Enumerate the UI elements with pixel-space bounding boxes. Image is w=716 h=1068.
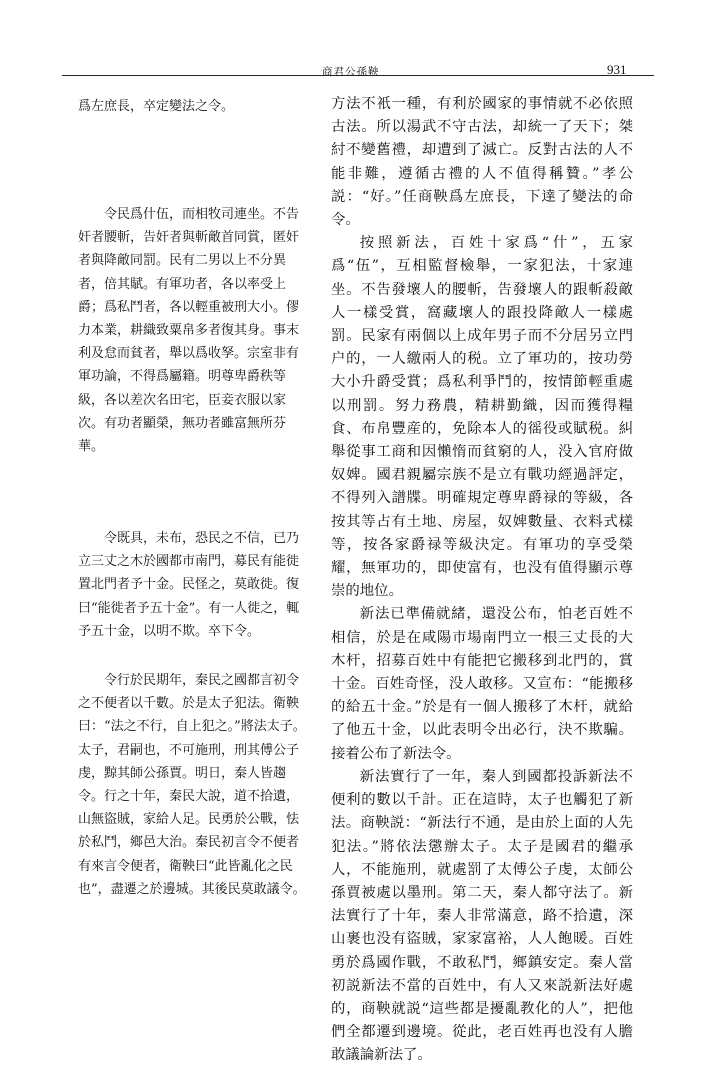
translation-paragraph-laws: 按照新法，百姓十家爲“什”，五家爲“伍”，互相監督檢舉，一家犯法，十家連坐。不告發壞人的腰斬，告發壞人的跟斬殺敵人一樣受賞，窩藏壞人的跟投降敵人一樣處罰。民家有兩個以上成年男子而不分居另立門户的，一人繳兩人的税。立了軍功的，按功勞大小升爵受賞；爲私利爭鬥的，按情節輕重處以刑罰。努力務農，精耕勤織，因而獲得糧食、布帛豐産的，免除本人的徭役或賦税。糾舉從事工商和因懶惰而貧窮的人，没入官府做奴婢。國君親屬宗族不是立有戰功經過評定，不得列入譜牒。明確規定尊卑爵禄的等級，各按其等占有土地、房屋，奴婢數量、衣料式樣等，按各家爵禄等級決定。有軍功的享受榮耀，無軍功的，即使富有，也没有值得顯示尊崇的地位。 — [331, 235, 633, 600]
classical-paragraph-intro: 爲左庶長，卒定變法之令。 — [78, 99, 235, 114]
translation-paragraph-intro: 方法不衹一種，有利於國家的事情就不必依照古法。所以湯武不守古法，却統一了天下；桀紂不變舊禮，却遭到了滅亡。反對古法的人不能非難，遵循古禮的人不值得稱贊。”孝公説：“好。”任商鞅爲左庶長，下達了變法的命令。 — [331, 96, 633, 229]
page-number: 931 — [607, 62, 627, 77]
translation-column — [331, 93, 633, 1068]
running-header-title: 商君公孫鞅 — [322, 66, 380, 78]
classical-paragraph-enforcement: 令行於民期年，秦民之國都言初令之不便者以千數。於是太子犯法。衛鞅曰：“法之不行，自上犯之。”將法太子。太子，君嗣也，不可施刑，刑其傅公子虔，黥其師公孫賈。明日，秦人皆趨令。行之十年，秦民大說，道不拾遺，山無盜賊，家給人足。民勇於公戰，怯於私鬥，鄉邑大治。秦民初言令不便者有來言令便者，衛鞅曰“此皆亂化之民也”，盡遷之於邊城。其後民莫敢議令。 — [78, 673, 306, 897]
classical-paragraph-laws: 令民爲什伍，而相牧司連坐。不告奸者腰斬，告奸者與斬敵首同賞，匿奸者與降敵同罰。民有二男以上不分異者，倍其賦。有軍功者，各以率受上爵；爲私鬥者，各以輕重被刑大小。僇力本業，耕織致粟帛多者復其身。事末利及怠而貧者，舉以爲收孥。宗室非有軍功論，不得爲屬籍。明尊卑爵秩等級，各以差次名田宅，臣妾衣服以家次。有功者顯榮，無功者雖富無所芬華。 — [78, 207, 300, 455]
header-rule — [62, 75, 654, 76]
classical-paragraph-pole: 令既具，未布，恐民之不信，已乃立三丈之木於國都市南門，募民有能徙置北門者予十金。民怪之，莫敢徙。復曰“能徙者予五十金”。有一人徙之，輒予五十金，以明不欺。卒下令。 — [78, 531, 300, 639]
translation-paragraph-pole: 新法已準備就緒，還没公布，怕老百姓不相信，於是在咸陽市場南門立一根三丈長的大木杆，招募百姓中有能把它搬移到北門的，賞十金。百姓奇怪，没人敢移。又宣布：“能搬移的給五十金。”於是有一個人搬移了木杆，就給了他五十金，以此表明令出必行，決不欺騙。接着公布了新法令。 — [331, 606, 633, 762]
translation-paragraph-enforcement: 新法實行了一年，秦人到國都投訴新法不便利的數以千計。正在這時，太子也觸犯了新法。商鞅説：“新法行不通，是由於上面的人先犯法。”將依法懲辦太子。太子是國君的繼承人，不能施刑，就處罰了太傅公子虔，太師公孫賈被處以墨刑。第二天，秦人都守法了。新法實行了十年，秦人非常滿意，路不拾遺，深山裹也没有盜賊，家家富裕，人人飽暖。百姓勇於爲國作戰，不敢私鬥，鄉鎮安定。秦人當初説新法不當的百姓中，有人又來説新法好處的，商鞅就説“這些都是擾亂教化的人”，把他們全都遷到邊境。從此，老百姓再也没有人膽敢議論新法了。 — [331, 768, 633, 1064]
